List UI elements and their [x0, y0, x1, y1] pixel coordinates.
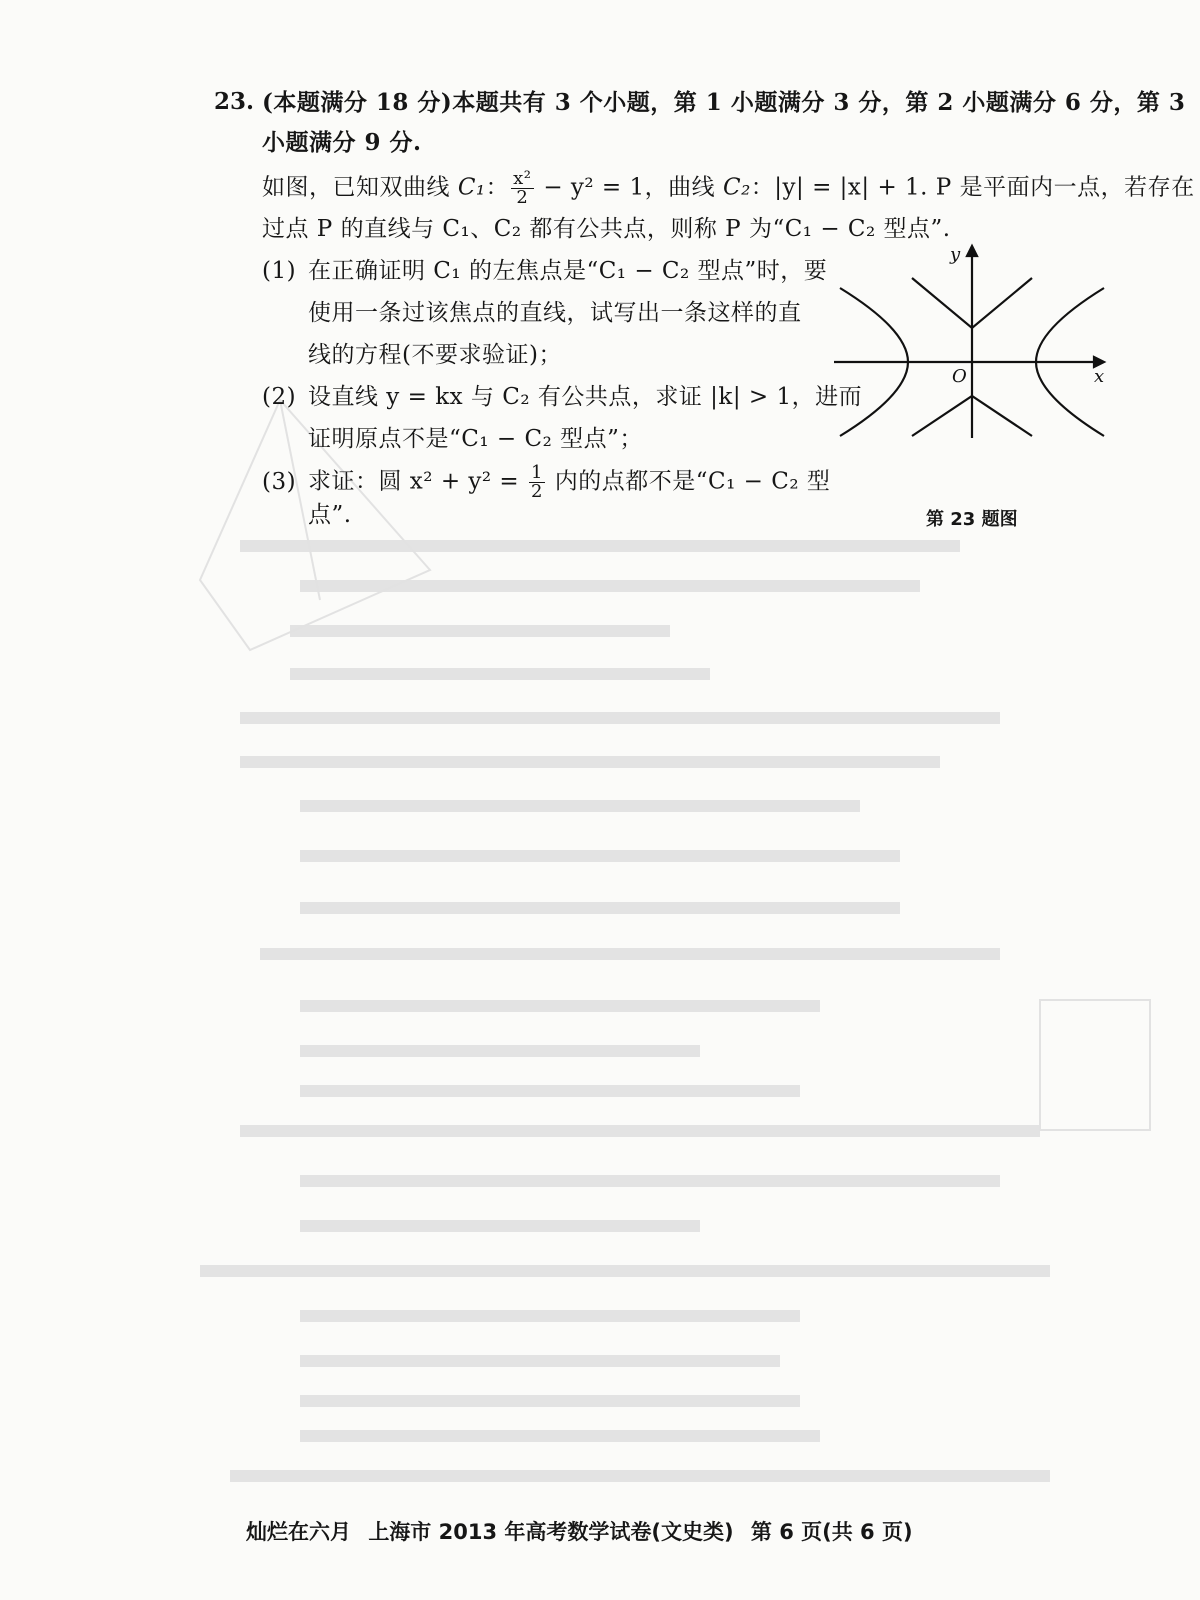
part3-text-1a: 求证：圆 x² + y² =: [308, 468, 528, 495]
part3-line1: [262, 464, 830, 501]
part1-line3: 线的方程(不要求验证)；: [308, 342, 562, 368]
fraction-numerator: 1: [531, 462, 543, 483]
page-footer: [246, 1516, 923, 1546]
axis-label-y: y: [950, 244, 961, 265]
hyperbola-figure: [832, 240, 1112, 440]
intro-text-2: ：: [485, 174, 510, 201]
y-axis-arrow: [967, 246, 977, 256]
intro-text-4: ：|y| = |x| + 1. P 是平面内一点，若存在: [750, 174, 1195, 201]
fraction-denominator: 2: [531, 481, 543, 502]
part2-line1: [262, 382, 862, 412]
circle-radius-fraction: [529, 464, 545, 501]
question-number: 23.: [214, 88, 255, 115]
part1-text-1: 在正确证明 C₁ 的左焦点是“C₁ − C₂ 型点”时，要: [308, 258, 828, 284]
fraction-numerator: x²: [513, 168, 532, 189]
axis-label-x: x: [1094, 366, 1105, 387]
part1-line2: 使用一条过该焦点的直线，试写出一条这样的直: [308, 300, 802, 326]
footer-title: 上海市 2013 年高考数学试卷(文史类): [368, 1520, 734, 1544]
part3-line2: 点”.: [308, 502, 352, 528]
footer-left: 灿烂在六月: [246, 1520, 351, 1544]
question-intro-line2: 过点 P 的直线与 C₁、C₂ 都有公共点，则称 P 为“C₁ − C₂ 型点”.: [262, 216, 951, 242]
question-header-line2: 小题满分 9 分.: [262, 129, 422, 156]
fraction-denominator: 2: [516, 187, 529, 208]
part3-text-1b: 内的点都不是“C₁ − C₂ 型: [546, 468, 831, 495]
hyperbola-fraction: [511, 170, 533, 207]
question-header-line1: (本题满分 18 分)本题共有 3 个小题，第 1 小题满分 3 分，第 2 小题满分 6 分，第 3: [262, 89, 1186, 116]
part1-number: (1): [262, 258, 297, 284]
origin-label: O: [952, 366, 967, 387]
curve-c1-label: C₁: [457, 174, 486, 201]
intro-text-1: 如图，已知双曲线: [262, 174, 458, 201]
part1-line1: [262, 256, 827, 286]
part3-number: (3): [262, 468, 297, 495]
figure-caption: 第 23 题图: [926, 509, 1018, 530]
part2-number: (2): [262, 384, 297, 410]
intro-text-3: − y² = 1，曲线: [535, 174, 723, 201]
part2-text-1: 设直线 y = kx 与 C₂ 有公共点，求证 |k| > 1，进而: [308, 384, 863, 410]
curve-c2-label: C₂: [722, 174, 751, 201]
footer-page: 第 6 页(共 6 页): [750, 1520, 913, 1544]
part2-line2: 证明原点不是“C₁ − C₂ 型点”；: [308, 426, 643, 452]
question-intro-line1: [262, 170, 1195, 207]
